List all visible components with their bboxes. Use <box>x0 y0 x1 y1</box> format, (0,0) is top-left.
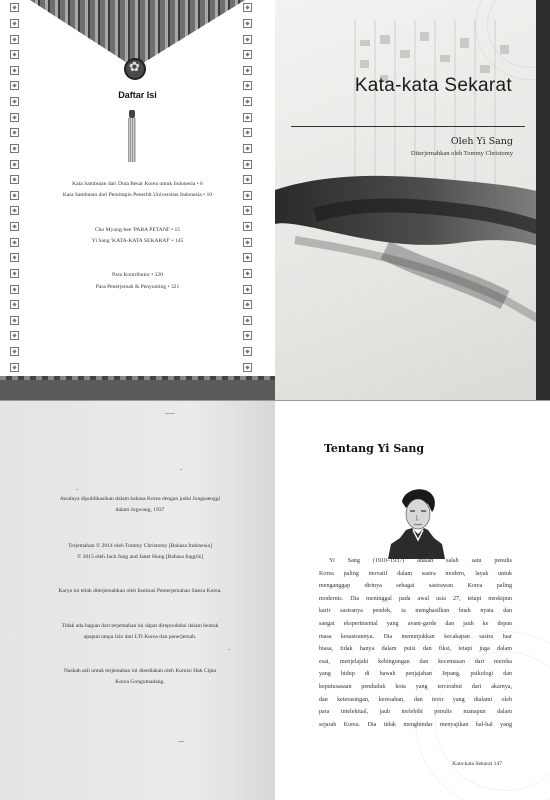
right-border-pattern <box>241 0 253 375</box>
biography-line: Yi Sang (1910–1937) adalah salah satu penulis <box>329 558 512 564</box>
copyright-line: Tidak ada bagian dari terjemahan ini dapat direproduksi dalam bentuk <box>61 623 219 629</box>
tassel-knot-icon <box>129 110 135 118</box>
medallion-knot-icon <box>124 58 146 80</box>
paper-speck <box>228 649 230 650</box>
biography-line: menganggap dirinya sebagai sastrawan Korea paling <box>319 583 512 590</box>
toc-heading: Daftar Isi <box>118 90 157 100</box>
toc-entry[interactable]: Kata Sambutan dari Pemimpin Penerbit Universitas Indonesia • 10 <box>62 192 213 198</box>
cover-page <box>275 0 550 400</box>
cover-edge-strip <box>536 0 550 400</box>
copyright-line: apapun tanpa izin dari LTI Korea dan penerjemah. <box>83 634 197 640</box>
copyright-line: Awalnya dipublikasikan dalam bahasa Korea dengan judul Jongsaenggi <box>59 496 221 502</box>
copyright-line: © 2015 oleh Jack Jung and Janet Hong [Bahasa Inggris] <box>77 554 203 560</box>
section-heading: Tentang Yi Sang <box>324 442 425 455</box>
copyright-line: dalam Jogwang, 1937 <box>115 507 165 513</box>
biography-line: sejarah Korea. Dia tidak menghindar menyajikan hal-hal yang <box>319 721 512 728</box>
paper-speck <box>178 741 184 742</box>
ink-brush-stroke <box>275 0 550 400</box>
copyright-line: Korea Gongumadang. <box>115 679 165 685</box>
toc-entry[interactable]: Kata Sambutan dari Duta Besar Korea untuk Indonesia • 6 <box>72 181 203 187</box>
biography-line: yang hidup di bawah penjajahan Jepang, psikologi dan <box>319 671 512 678</box>
author-byline: Oleh Yi Sang <box>450 136 513 147</box>
copyright-line: Terjemahan © 2014 oleh Tommy Christomy [Bahasa Indonesia] <box>68 543 212 549</box>
toc-entry[interactable]: Para Kontributor • 320 <box>112 272 163 278</box>
biography-line: biasa, tidak hanya dalam puisi dan fiksi, tetapi juga dalam <box>319 646 512 653</box>
tassel-icon <box>128 118 136 162</box>
translator-credit: Diterjemahkan oleh Tommy Christomy <box>410 150 513 157</box>
paper-speck <box>165 413 175 414</box>
paper-speck <box>180 469 182 470</box>
biography-line: modernis. Dia meninggal pada awal usia 27, tetapi meskipun <box>319 595 512 602</box>
toc-entry[interactable]: Cho Myung-hee 'PARA PETANI' • 15 <box>94 227 181 233</box>
copyright-line: Karya ini telah diterjemahkan oleh Institusi Penterjemahan Sastra Korea. <box>58 588 222 594</box>
biography-line: keputusasaan penduduk kota yang tercerabut dari akarnya, <box>319 683 512 690</box>
bottom-fabric-band <box>0 376 275 400</box>
biography-line: Korea paling inovatif dalam sastra modern, layak untuk <box>319 570 512 577</box>
biography-line: esai, menjelajahi kebingungan dan kecemasan dari mereka <box>319 658 512 665</box>
about-author-page <box>275 401 550 800</box>
biography-paragraph <box>319 555 512 731</box>
biography-line: dan keterasingan, keresahan, dan teror yang dialami oleh <box>319 696 512 703</box>
page-folio: Kata-kata Sekarat 147 <box>452 761 502 767</box>
copyright-line: Naskah asli untuk terjemahan ini disediakan oleh Komisi Hak Cipta <box>63 668 217 674</box>
biography-line: karir sastranya pendek, ia menghasilkan buah nyata dan <box>319 608 512 615</box>
author-portrait <box>388 484 445 559</box>
copyright-page <box>0 401 275 800</box>
biography-line: sangat eksperimental yang avant-garde dan jauh ke depan <box>319 620 512 627</box>
title-rule <box>291 126 525 127</box>
toc-entry[interactable]: Yi Sang 'KATA-KATA SEKARAT' • 145 <box>91 238 184 244</box>
biography-line: para intelektual, jauh melebihi penulis manapun dalam <box>319 709 512 716</box>
left-border-pattern <box>8 0 20 375</box>
toc-entry[interactable]: Para Penerjemah & Penyunting • 321 <box>95 284 180 290</box>
paper-speck <box>76 489 78 490</box>
table-of-contents-page <box>0 0 275 400</box>
biography-line: masa kesastrannya. Dia menunjukkan kecakapan sastra luar <box>319 633 512 640</box>
bottom-spread <box>0 400 550 800</box>
book-title: Kata-kata Sekarat <box>354 75 512 96</box>
